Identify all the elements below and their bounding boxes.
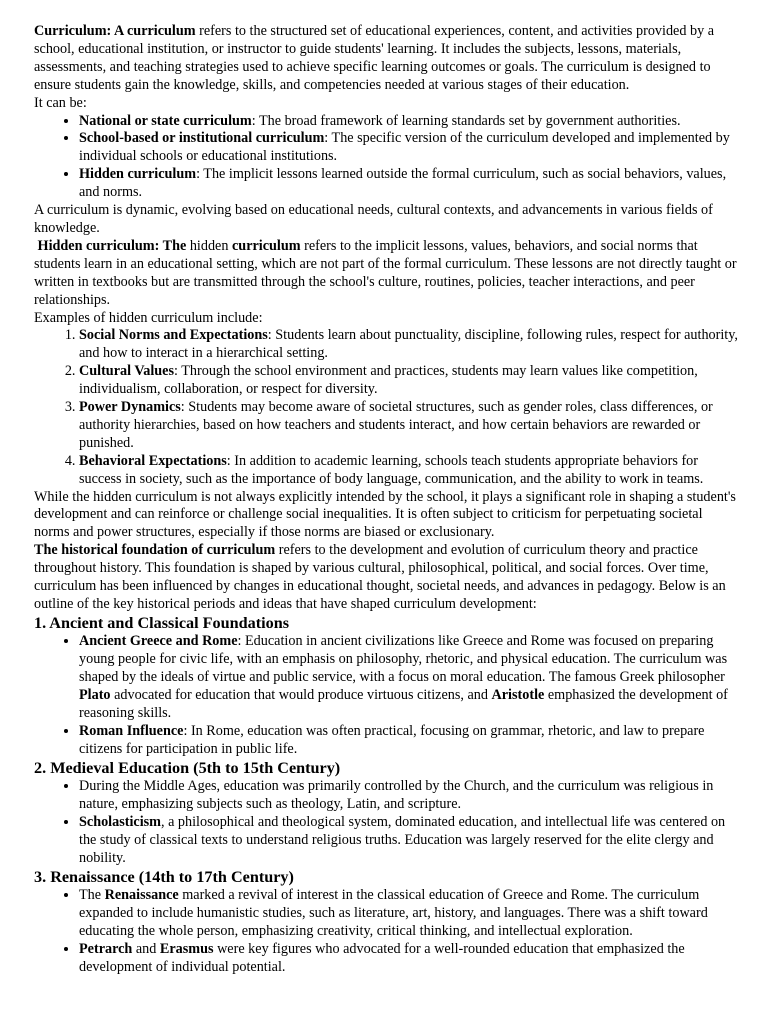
text-run: : In Rome, education was often practical, focusing on grammar, rhetoric, and law to prepare citizens for participation in public life. [79, 722, 705, 757]
type-text: : The broad framework of learning standards set by government authorities. [251, 112, 681, 129]
list-item [79, 887, 740, 941]
bold-term: Plato [79, 687, 111, 704]
hidden-definition-text: refers to the implicit lessons, values, behaviors, and social norms that students learn in an educational setting, which are not part of the formal curriculum. These lessons are not directly taught or written in textbooks but are transmitted through the school's culture, routines, policies, teacher interactions, and peer relationships. [34, 237, 737, 308]
example-text: : Through the school environment and practices, students may learn values like competition, individualism, collaboration, or respect for diversity. [79, 363, 698, 398]
example-text: : In addition to academic learning, schools teach students appropriate behaviors for success in society, such as the importance of body language, communication, and the ability to work in teams. [79, 452, 704, 487]
bold-term: Ancient Greece and Rome [79, 633, 238, 650]
hidden-conclusion: While the hidden curriculum is not always explicitly intended by the school, it plays a significant role in shaping a student's development and can reinforce or challenge social inequalities. It is often subject to criticism for perpetuating societal norms and power structures, especially if those norms are biased or exclusionary. [34, 488, 736, 541]
historical-sections [34, 614, 740, 977]
section-heading: 3. Renaissance (14th to 17th Century) [34, 867, 294, 886]
hidden-mid: hidden [186, 237, 232, 254]
historical-text: refers to the development and evolution of curriculum theory and practice throughout history. This foundation is shaped by various cultural, philosophical, political, and social forces. Over time, curriculum has been influenced by changes in educational thought, societal needs, and advances in pedagogy. Below is an outline of the key historical periods and ideas that have shaped curriculum development: [34, 542, 726, 612]
example-text: : Students learn about punctuality, discipline, following rules, respect for authority, and how to interact in a hierarchical setting. [79, 327, 738, 362]
example-term: Social Norms and Expectations [79, 327, 268, 344]
bold-term: Petrarch [79, 941, 133, 957]
text-run: advocated for education that would produce virtuous citizens, and [110, 687, 492, 704]
curriculum-types-list [34, 113, 740, 203]
section-list [34, 887, 740, 977]
list-item [79, 113, 740, 131]
example-term: Behavioral Expectations [79, 452, 227, 469]
type-term: School-based or institutional curriculum [79, 130, 325, 147]
bold-term: Aristotle [491, 687, 545, 704]
curriculum-dynamic-paragraph: A curriculum is dynamic, evolving based on educational needs, cultural contexts, and advancements in various fields of knowledge. [34, 202, 713, 236]
type-text: : The specific version of the curriculum developed and implemented by individual schools or educational institutions. [79, 130, 730, 165]
text-run: emphasized the development of reasoning skills. [79, 687, 728, 722]
hidden-term2: curriculum [232, 237, 301, 254]
list-item [79, 130, 740, 166]
list-item [79, 327, 740, 363]
hidden-term: Hidden curriculum: The [37, 237, 187, 254]
list-item [79, 778, 740, 814]
list-item [79, 814, 740, 868]
text-run: were key figures who advocated for a well-rounded education that emphasized the development of individual potential. [79, 941, 685, 975]
list-item [79, 166, 740, 202]
list-item [79, 633, 740, 723]
it-can-be-label: It can be: [34, 94, 87, 111]
text-run: marked a revival of interest in the classical education of Greece and Rome. The curriculum expanded to include humanistic studies, such as literature, art, history, and languages. There was a shift toward educating the whole person, emphasizing creativity, critical thinking, and intellectual exploration. [79, 887, 708, 940]
text-run: and [132, 941, 160, 957]
bold-term: Scholasticism [79, 814, 161, 831]
type-text: : The implicit lessons learned outside the formal curriculum, such as social behaviors, values, and norms. [79, 166, 727, 201]
list-item [79, 941, 740, 977]
section-list [34, 778, 740, 868]
bold-term: Renaissance [104, 887, 179, 904]
section-heading: 2. Medieval Education (5th to 15th Century) [34, 758, 341, 777]
bold-term: Erasmus [159, 941, 214, 957]
list-item [79, 723, 740, 759]
example-text: : Students may become aware of societal structures, such as gender roles, class differences, or authority hierarchies, based on how teachers and students interact, and how certain behaviors are rewarded or punished. [79, 399, 713, 451]
section-list [34, 633, 740, 758]
historical-foundation-definition [34, 542, 740, 614]
list-item [79, 363, 740, 399]
type-term: National or state curriculum [79, 112, 252, 129]
text-run: The [79, 887, 105, 904]
curriculum-term: Curriculum: A curriculum [34, 23, 196, 39]
hidden-curriculum-definition [34, 238, 740, 310]
historical-term: The historical foundation of curriculum [34, 542, 276, 559]
curriculum-definition [34, 23, 740, 95]
type-term: Hidden curriculum [79, 166, 197, 183]
example-term: Cultural Values [79, 363, 175, 380]
hidden-examples-list [34, 327, 740, 488]
document-page [34, 23, 740, 977]
text-run: , a philosophical and theological system, dominated education, and intellectual life was centered on the study of classical texts to understand religious truths. Education was largely reserved for the elite clergy and nobility. [79, 814, 726, 866]
text-run: : Education in ancient civilizations like Greece and Rome was focused on preparing young people for civic life, with an emphasis on philosophy, rhetoric, and physical education. The curriculum was shaped by the ideals of virtue and public service, with a focus on moral education. The famous Greek philosopher [79, 633, 728, 686]
list-item [79, 453, 740, 489]
curriculum-definition-text: refers to the structured set of educational experiences, content, and activities provided by a school, educational institution, or instructor to guide students' learning. It includes the subjects, lessons, materials, assessments, and teaching strategies used to achieve specific learning outcomes or goals. The curriculum is designed to ensure students gain the knowledge, skills, and competencies needed at various stages of their education. [34, 23, 715, 93]
section-heading: 1. Ancient and Classical Foundations [34, 613, 290, 632]
bold-term: Roman Influence [79, 722, 184, 739]
text-run: During the Middle Ages, education was primarily controlled by the Church, and the curriculum was religious in nature, emphasizing subjects such as theology, Latin, and scripture. [79, 778, 714, 813]
example-term: Power Dynamics [79, 399, 181, 416]
examples-intro: Examples of hidden curriculum include: [34, 309, 263, 326]
list-item [79, 399, 740, 453]
